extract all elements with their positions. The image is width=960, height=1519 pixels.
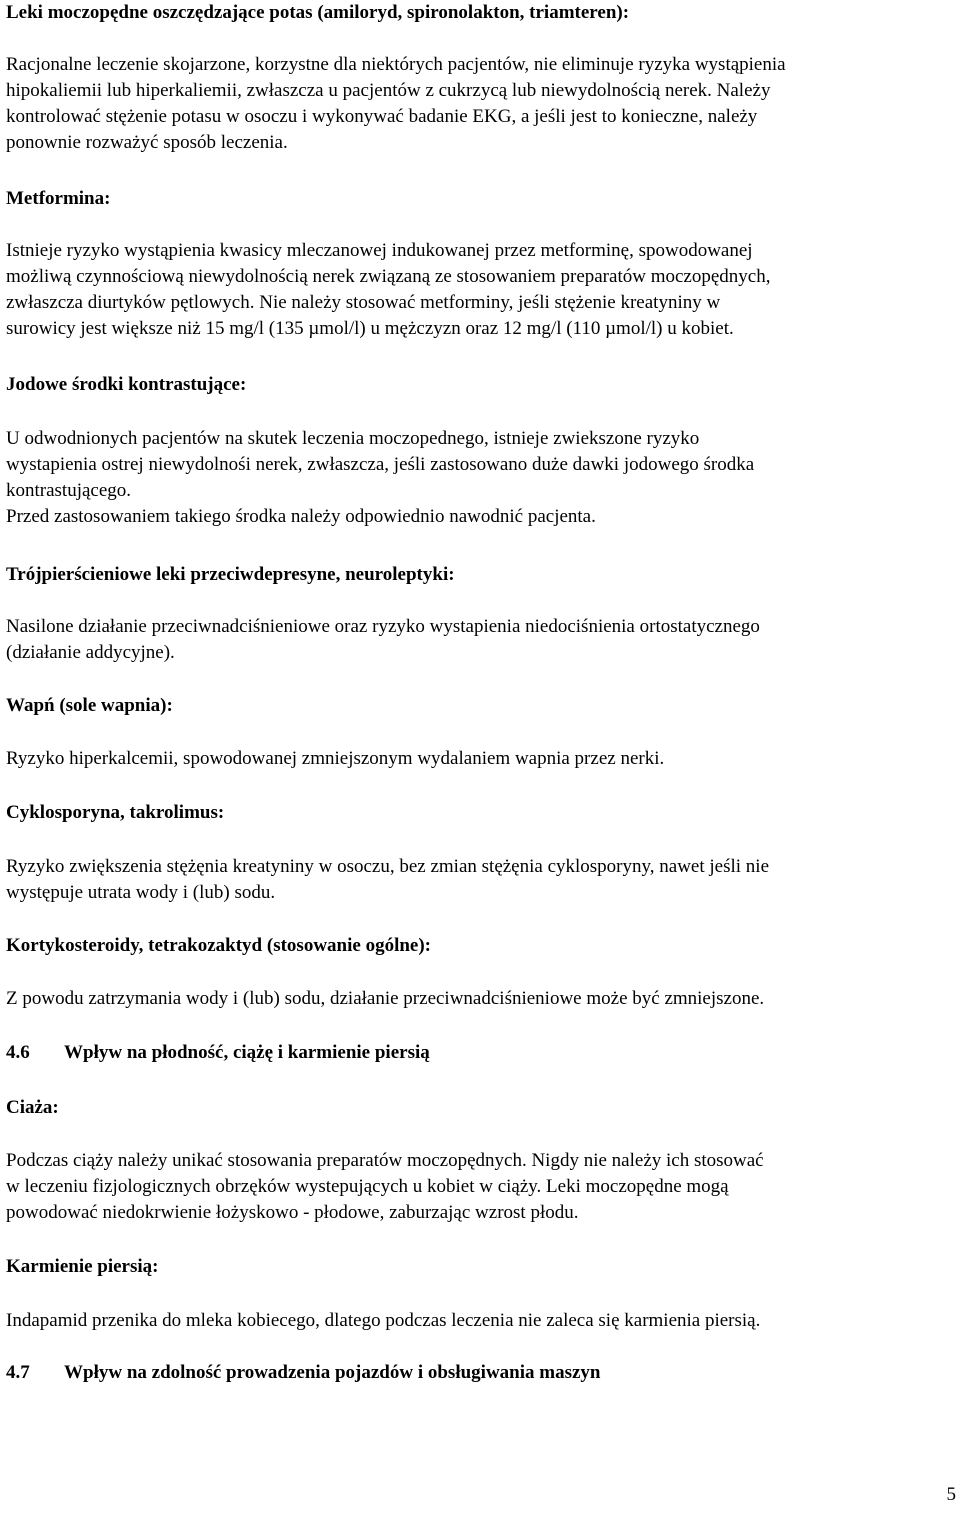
text-line: Podczas ciąży należy unikać stosowania preparatów moczopędnych. Nigdy nie należy ich stosować (6, 1150, 764, 1171)
text-line: kontrastującego. (6, 480, 132, 501)
paragraph-iodine-contrast (6, 426, 954, 530)
heading-cyclosporine: Cyklosporyna, takrolimus: (6, 802, 225, 823)
heading-corticosteroids: Kortykosteroidy, tetrakozaktyd (stosowanie ogólne): (6, 935, 432, 956)
text-line: Nasilone działanie przeciwnadciśnieniowe oraz ryzyko wystapienia niedociśnienia ortostatycznego (6, 616, 760, 637)
text-line: ponownie rozważyć sposób leczenia. (6, 132, 288, 153)
paragraph-metformin (6, 238, 954, 342)
paragraph-pregnancy (6, 1148, 954, 1226)
heading-tricyclic-antidepressants: Trójpierścieniowe leki przeciwdepresyne, neuroleptyki: (6, 564, 455, 585)
paragraph-corticosteroids (6, 986, 954, 1012)
text-line: Racjonalne leczenie skojarzone, korzystne dla niektórych pacjentów, nie eliminuje ryzyka wystąpienia (6, 54, 786, 75)
heading-metformin: Metformina: (6, 188, 111, 209)
text-line: Istnieje ryzyko wystąpienia kwasicy mleczanowej indukowanej przez metforminę, spowodowanej (6, 240, 753, 261)
text-line: Indapamid przenika do mleka kobiecego, dlatego podczas leczenia nie zaleca się karmienia piersią. (6, 1310, 761, 1331)
section-title: Wpływ na płodność, ciążę i karmienie piersią (64, 1042, 430, 1063)
paragraph-potassium-sparing-diuretics (6, 52, 954, 156)
heading-calcium: Wapń (sole wapnia): (6, 695, 173, 716)
text-line: wystapienia ostrej niewydolnośi nerek, zwłaszcza, jeśli zastosowano duże dawki jodowego środka (6, 454, 755, 475)
text-line: (działanie addycyjne). (6, 642, 175, 663)
paragraph-calcium (6, 746, 954, 772)
text-line: w leczeniu fizjologicznych obrzęków wystepujących u kobiet w ciąży. Leki moczopędne mogą (6, 1176, 729, 1197)
text-line: Z powodu zatrzymania wody i (lub) sodu, działanie przeciwnadciśnieniowe może być zmniejszone. (6, 988, 765, 1009)
heading-breastfeeding: Karmienie piersią: (6, 1256, 159, 1277)
section-number: 4.6 (6, 1042, 30, 1063)
section-heading-4-7 (6, 1360, 600, 1386)
section-number: 4.7 (6, 1362, 30, 1383)
text-line: zwłaszcza diurtyków pętlowych. Nie należy stosować metforminy, jeśli stężenie kreatyniny w (6, 292, 721, 313)
section-heading-4-6 (6, 1040, 430, 1066)
text-line: hipokaliemii lub hiperkaliemii, zwłaszcza u pacjentów z cukrzycą lub niewydolnością nerek. Należy (6, 80, 771, 101)
text-line: surowicy jest większe niż 15 mg/l (135 µmol/l) u mężczyzn oraz 12 mg/l (110 µmol/l) u kobiet. (6, 318, 734, 339)
text-line: Przed zastosowaniem takiego środka należy odpowiednio nawodnić pacjenta. (6, 506, 596, 527)
text-line: możliwą czynnościową niewydolnością nerek związaną ze stosowaniem preparatów moczopędnych, (6, 266, 771, 287)
paragraph-cyclosporine (6, 854, 954, 906)
page-number: 5 (946, 1484, 956, 1505)
heading-pregnancy: Ciaża: (6, 1097, 59, 1118)
section-title: Wpływ na zdolność prowadzenia pojazdów i obsługiwania maszyn (64, 1362, 601, 1383)
heading-iodine-contrast: Jodowe środki kontrastujące: (6, 374, 247, 395)
text-line: występuje utrata wody i (lub) sodu. (6, 882, 276, 903)
paragraph-tricyclic-antidepressants (6, 614, 954, 666)
text-line: kontrolować stężenie potasu w osoczu i wykonywać badanie EKG, a jeśli jest to konieczne, należy (6, 106, 758, 127)
heading-potassium-sparing-diuretics: Leki moczopędne oszczędzające potas (amiloryd, spironolakton, triamteren): (6, 2, 630, 23)
text-line: Ryzyko hiperkalcemii, spowodowanej zmniejszonym wydalaniem wapnia przez nerki. (6, 748, 665, 769)
paragraph-breastfeeding (6, 1308, 954, 1334)
text-line: Ryzyko zwiększenia stężęnia kreatyniny w osoczu, bez zmian stężęnia cyklosporyny, nawet jeśli nie (6, 856, 770, 877)
text-line: powodować niedokrwienie łożyskowo - płodowe, zaburzając wzrost płodu. (6, 1202, 579, 1223)
text-line: U odwodnionych pacjentów na skutek leczenia moczopednego, istnieje zwiekszone ryzyko (6, 428, 700, 449)
